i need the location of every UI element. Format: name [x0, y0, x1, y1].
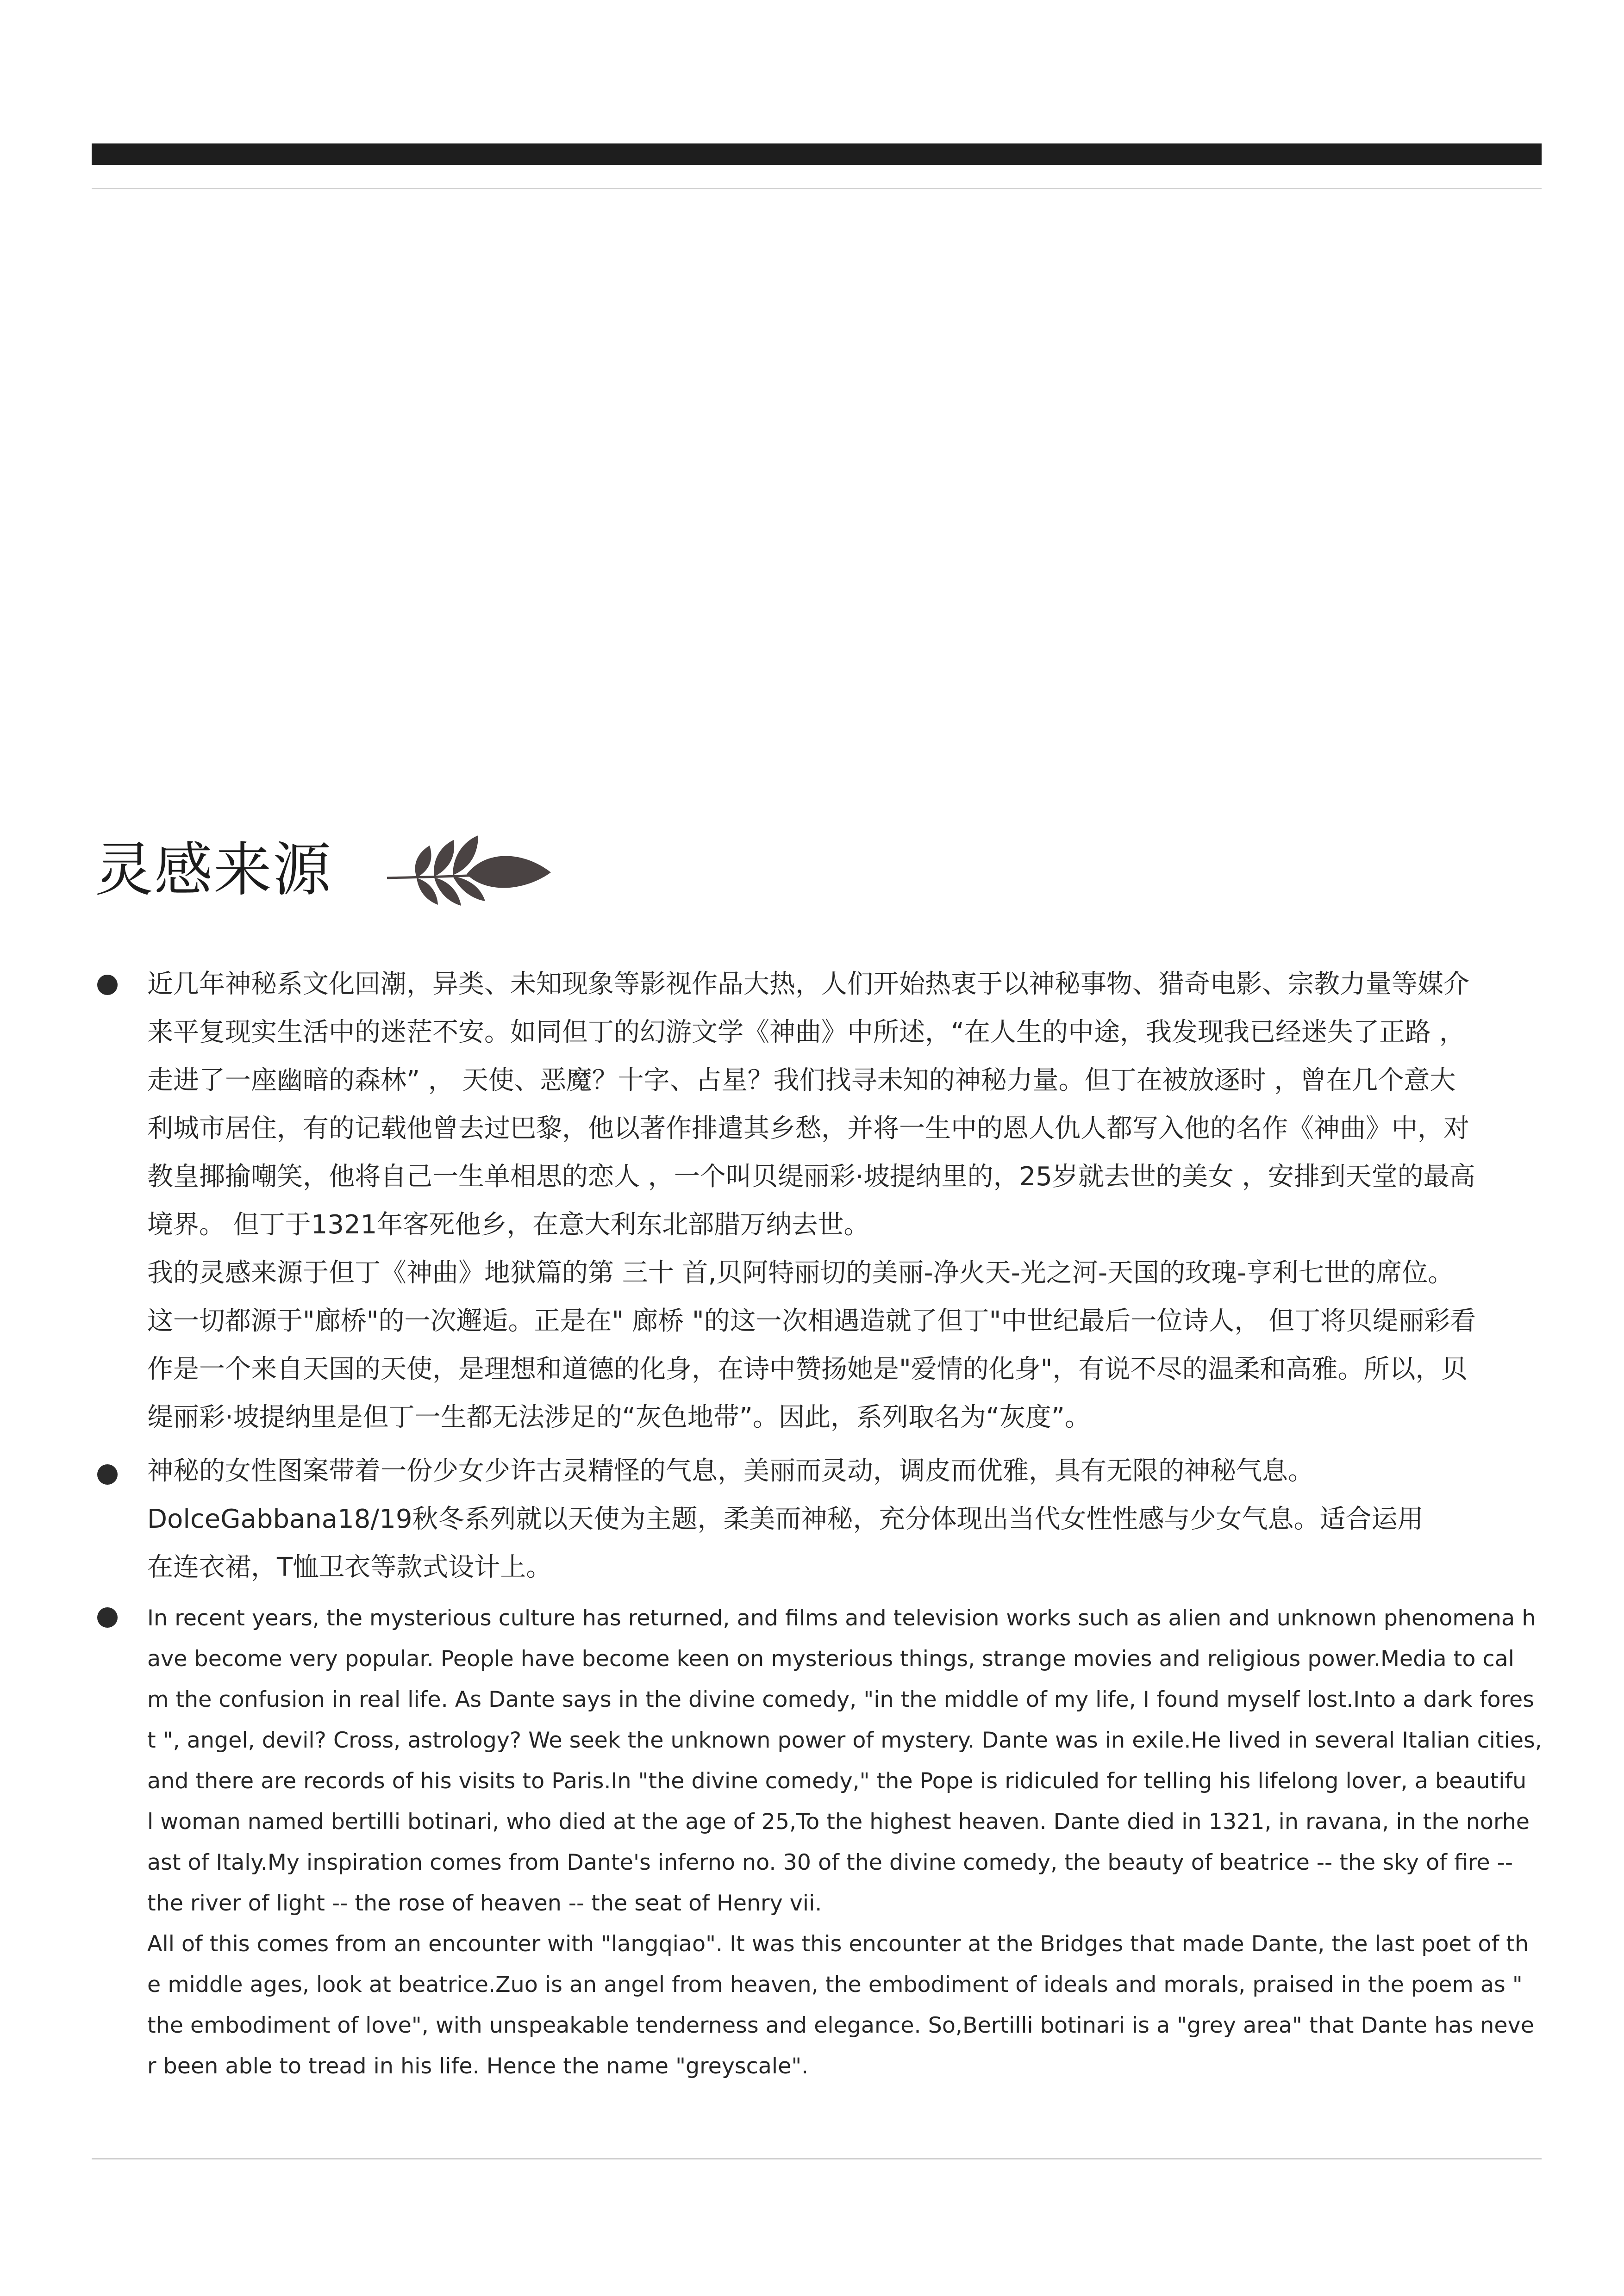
- leaf-branch-icon: [383, 832, 552, 913]
- bullet-1: [97, 975, 118, 995]
- text-line: m the confusion in real life. As Dante says in the divine comedy, "in the middle of my life, I found myself lost.Into a dark fores: [147, 1687, 1535, 1712]
- footer-rule: [92, 2158, 1542, 2159]
- section-title: 灵感来源: [95, 836, 332, 904]
- text-line: t ", angel, devil? Cross, astrology? We seek the unknown power of mystery. Dante was in exile.He lived in several Italian cities,: [147, 1728, 1542, 1753]
- text-line: l woman named bertilli botinari, who died at the age of 25,To the highest heaven. Dante died in 1321, in ravana, in the norhe: [147, 1809, 1530, 1835]
- text-line: 教皇揶揄嘲笑，他将自己一生单相思的恋人 ，一个叫贝缇丽彩·坡提纳里的，25岁就去世的美女 ，安排到天堂的最高: [147, 1162, 1475, 1192]
- text-line: 神秘的女性图案带着一份少女少许古灵精怪的气息，美丽而灵动，调皮而优雅，具有无限的神秘气息。: [147, 1456, 1314, 1486]
- header-rule: [92, 188, 1542, 189]
- text-line: 来平复现实生活中的迷茫不安。如同但丁的幻游文学《神曲》中所述，“在人生的中途，我发现我已经迷失了正路 ，: [147, 1017, 1465, 1047]
- text-line: All of this comes from an encounter with "langqiao". It was this encounter at the Bridges that made Dante, the last poet of th: [147, 1931, 1529, 1957]
- bullet-2: [97, 1464, 118, 1485]
- section-heading: [95, 833, 332, 907]
- text-line: 缇丽彩·坡提纳里是但丁一生都无法涉足的“灰色地带”。因此，系列取名为“灰度”。: [147, 1402, 1091, 1432]
- paragraph-1: [147, 960, 1545, 1442]
- text-line: 走进了一座幽暗的森林” ， 天使、恶魔？十字、占星？我们找寻未知的神秘力量。但丁在被放逐时 ，曾在几个意大: [147, 1065, 1456, 1095]
- text-line: e middle ages, look at beatrice.Zuo is an angel from heaven, the embodiment of ideals and morals, praised in the poem as ": [147, 1972, 1523, 1997]
- text-line: 我的灵感来源于但丁《神曲》地狱篇的第 三十 首,贝阿特丽切的美丽-净火天-光之河-天国的玫瑰-亨利七世的席位。: [147, 1258, 1454, 1288]
- text-line: 利城市居住，有的记载他曾去过巴黎，他以著作排遣其乡愁，并将一生中的恩人仇人都写入他的名作《神曲》中，对: [147, 1114, 1469, 1144]
- text-line: 在连衣裙，T恤卫衣等款式设计上。: [147, 1552, 552, 1582]
- text-line: 作是一个来自天国的天使，是理想和道德的化身，在诗中赞扬她是"爱情的化身"，有说不尽的温柔和高雅。所以，贝: [147, 1354, 1468, 1384]
- text-line: 近几年神秘系文化回潮，异类、未知现象等影视作品大热，人们开始热衷于以神秘事物、猎奇电影、宗教力量等媒介: [147, 969, 1469, 999]
- text-line: DolceGabbana18/19秋冬系列就以天使为主题，柔美而神秘，充分体现出当代女性性感与少女气息。适合运用: [147, 1504, 1424, 1534]
- bullet-3: [97, 1607, 118, 1628]
- paragraph-3: [147, 1598, 1545, 2087]
- text-line: ave become very popular. People have become keen on mysterious things, strange movies and religious power.Media to cal: [147, 1646, 1514, 1672]
- text-line: 境界。 但丁于1321年客死他乡，在意大利东北部腊万纳去世。: [147, 1210, 870, 1240]
- text-line: the embodiment of love", with unspeakable tenderness and elegance. So,Bertilli botinari is a "grey area" that Dante has neve: [147, 2013, 1534, 2038]
- text-line: r been able to tread in his life. Hence the name "greyscale".: [147, 2053, 809, 2079]
- text-line: the river of light -- the rose of heaven -- the seat of Henry vii.: [147, 1891, 822, 1916]
- text-line: 这一切都源于"廊桥"的一次邂逅。正是在" 廊桥 "的这一次相遇造就了但丁"中世纪最后一位诗人， 但丁将贝缇丽彩看: [147, 1306, 1476, 1336]
- text-line: In recent years, the mysterious culture has returned, and films and television works such as alien and unknown phenomena h: [147, 1605, 1536, 1631]
- header-bar: [92, 143, 1542, 165]
- text-line: ast of Italy.My inspiration comes from Dante's inferno no. 30 of the divine comedy, the beauty of beatrice -- the sky of fire --: [147, 1850, 1513, 1875]
- paragraph-2: [147, 1447, 1545, 1592]
- text-line: and there are records of his visits to Paris.In "the divine comedy," the Pope is ridiculed for telling his lifelong lover, a beautifu: [147, 1768, 1527, 1794]
